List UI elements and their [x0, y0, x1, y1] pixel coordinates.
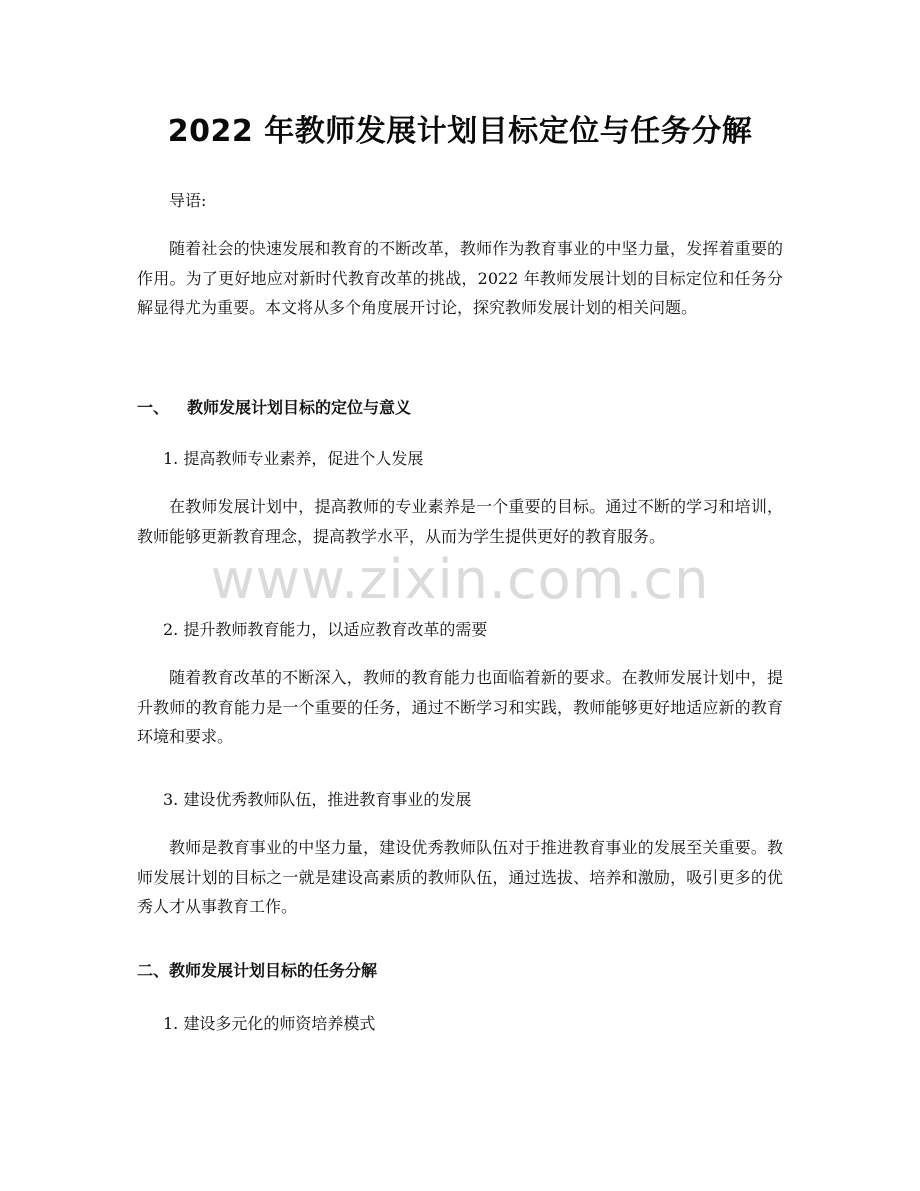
intro-label: 导语:	[169, 191, 207, 210]
intro-paragraph: 随着社会的快速发展和教育的不断改革，教师作为教育事业的中坚力量，发挥着重要的作用。为了更好地应对新时代教育改革的挑战，2022 年教师发展计划的目标定位和任务分解显得尤为重要。本文将从多个角度展开讨论，探究教师发展计划的相关问题。	[137, 239, 783, 317]
subsection-1-2-heading: 2. 提升教师教育能力，以适应教育改革的需要	[163, 620, 488, 639]
section-1-heading	[137, 396, 411, 420]
section-1-number: 一、	[137, 398, 170, 417]
subsection-1-2-body: 随着教育改革的不断深入，教师的教育能力也面临着新的要求。在教师发展计划中，提升教师的教育能力是一个重要的任务，通过不断学习和实践，教师能够更好地适应新的教育环境和要求。	[137, 668, 783, 746]
subsection-1-1-heading: 1. 提高教师专业素养，促进个人发展	[163, 449, 424, 468]
document-title: 2022 年教师发展计划目标定位与任务分解	[167, 114, 753, 149]
subsection-1-3-heading: 3. 建设优秀教师队伍，推进教育事业的发展	[163, 790, 472, 809]
subsection-1-3-body: 教师是教育事业的中坚力量，建设优秀教师队伍对于推进教育事业的发展至关重要。教师发展计划的目标之一就是建设高素质的教师队伍，通过选拔、培养和激励，吸引更多的优秀人才从事教育工作。	[137, 838, 783, 916]
subsection-2-1-heading: 1. 建设多元化的师资培养模式	[163, 1014, 376, 1033]
section-1-title: 教师发展计划目标的定位与意义	[187, 398, 412, 417]
section-2-heading: 二、教师发展计划目标的任务分解	[137, 961, 378, 980]
watermark: www.zixin.com.cn	[210, 548, 710, 611]
subsection-1-1-body: 在教师发展计划中，提高教师的专业素养是一个重要的目标。通过不断的学习和培训，教师能够更新教育理念，提高教学水平，从而为学生提供更好的教育服务。	[137, 497, 783, 546]
